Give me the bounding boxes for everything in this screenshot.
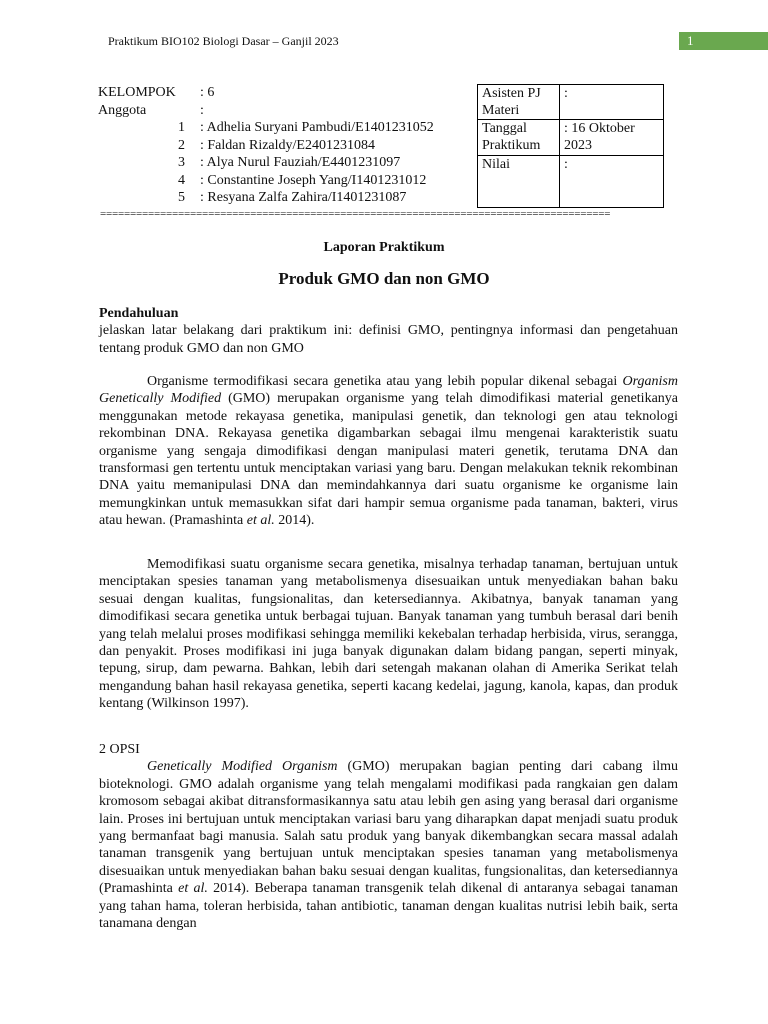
asisten-value: : [560, 85, 664, 120]
text-run: Organisme termodifikasi secara genetika atau yang lebih popular dikenal sebagai [147, 374, 623, 389]
pendahuluan-section [99, 305, 678, 357]
paragraph-2 [99, 556, 678, 713]
text-run: 2014). Beberapa tanaman transgenik telah dikenal di antaranya sebagai tanaman yang tahan hama, toleran herbisida, tahan antibiotic, tanaman dengan kualitas nutrisi lebih baik, serta tanamana dengan [99, 881, 679, 932]
paragraph-1 [99, 373, 678, 530]
text-run: 2014). [274, 513, 315, 529]
nilai-label: Nilai [478, 156, 560, 208]
section-heading: 2 OPSI [99, 742, 140, 757]
info-table [477, 84, 664, 208]
member-number: 5 [178, 190, 185, 205]
text-run-italic: et al. [246, 513, 275, 529]
nilai-value: : [560, 156, 664, 208]
text-run: (GMO) merupakan organisme yang telah dimodifikasi material genetikanya menggunakan metode rekayasa genetika, manipulasi genetik, dan teknologi gen atau teknologi rekombinan DNA. Rekayasa genetika digambarkan sebagai ilmu mengenai karakteristik suatu organisme yang sengaja dimodifikasi dengan manipulasi materi genetik, terutama DNA dan transformasi gen tertentu untuk menciptakan variasi yang baru. Dengan melakukan teknik rekombinan DNA yaitu memanipulasi DNA dan memindahkannya dari suatu organisme ke organisme lain memungkinkan untuk memasukkan sifat dari hampir semua organisme pada tanaman, bakteri, virus atau hewan. (Pramashinta [99, 391, 678, 529]
report-type: Laporan Praktikum [323, 240, 445, 255]
text-run-italic: Genetically Modified Organism [147, 759, 338, 775]
member-name: : Constantine Joseph Yang/I1401231012 [200, 172, 427, 188]
tanggal-value: : 16 Oktober 2023 [560, 120, 664, 156]
member-name: : Adhelia Suryani Pambudi/E1401231052 [200, 120, 434, 135]
text-run-italic: et al. [178, 881, 208, 897]
tanggal-label: Tanggal Praktikum [478, 120, 560, 156]
member-number: 3 [178, 155, 185, 170]
instruction-text: jelaskan latar belakang dari praktikum ini: definisi GMO, pentingnya informasi dan pengetahuan tentang produk GMO dan non GMO [99, 323, 678, 356]
member-name: : Faldan Rizaldy/E2401231084 [200, 137, 375, 153]
member-name: : Alya Nurul Fauziah/E4401231097 [200, 155, 401, 170]
asisten-label: Asisten PJ Materi [478, 85, 560, 120]
text-run: (GMO) merupakan bagian penting dari cabang ilmu bioteknologi. GMO adalah organisme yang telah mengalami modifikasi pada rangkaian gen dalam kromosom sebagai akibat ditransformasikannya satu atau lebih gen asing yang berasal dari organisme lain. Proses ini bertujuan untuk menciptakan variasi baru yang diharapkan dapat menjadi suatu produk yang bermanfaat bagi manusia. Salah satu produk yang banyak dikembangkan secara massal adalah tanaman transgenik yang bertujuan untuk menciptakan spesies tanaman yang metabolismenya disesuaikan untuk menyediakan bahan baku sesuai dengan kualitas, fungsionalitas, dan ketersediannya (Pramashinta [99, 759, 678, 897]
page-number-badge [679, 32, 768, 50]
text-run-italic: Organism Genetically Modified [99, 374, 678, 407]
page-number: 1 [687, 33, 694, 48]
anggota-value: : [200, 102, 204, 118]
member-number: 4 [178, 172, 185, 188]
report-title: Produk GMO dan non GMO [278, 269, 490, 288]
paragraph-text: Memodifikasi suatu organisme secara genetika, misalnya terhadap tanaman, bertujuan untuk menciptakan spesies tanaman yang metabolismenya disesuaikan untuk menyediakan bahan baku sesuai dengan kualitas, fungsionalitas, dan ketersediannya. Akibatnya, banyak tanaman yang dimodifikasi secara genetika untuk berbagai tujuan. Banyak tanaman yang tumbuh berasal dari benih yang telah melalui proses modifikasi sehingga memiliki kekebalan terhadap herbisida, virus, serangga, dan penyakit. Proses modifikasi ini juga banyak digunakan dalam bidang pangan, seperti minyak, tepung, sirup, dam pewarna. Bahkan, lebih dari setengah makanan olahan di Amerika Serikat telah mengandung bahan hasil rekayasa genetika, seperti kacang kedelai, jagung, kanola, kapas, dan produk kentang (Wilkinson 1997). [99, 557, 678, 712]
opsi-section [99, 741, 678, 932]
anggota-label: Anggota [98, 102, 147, 118]
member-name: : Resyana Zalfa Zahira/I1401231087 [200, 190, 407, 205]
section-heading: Pendahuluan [99, 306, 179, 321]
separator-line: ===================================================================================== [100, 208, 611, 220]
kelompok-value: : 6 [200, 85, 215, 100]
member-number: 1 [178, 120, 185, 135]
member-number: 2 [178, 137, 185, 153]
kelompok-label: KELOMPOK [98, 85, 176, 100]
header-course: Praktikum BIO102 Biologi Dasar – Ganjil 2023 [108, 34, 339, 48]
